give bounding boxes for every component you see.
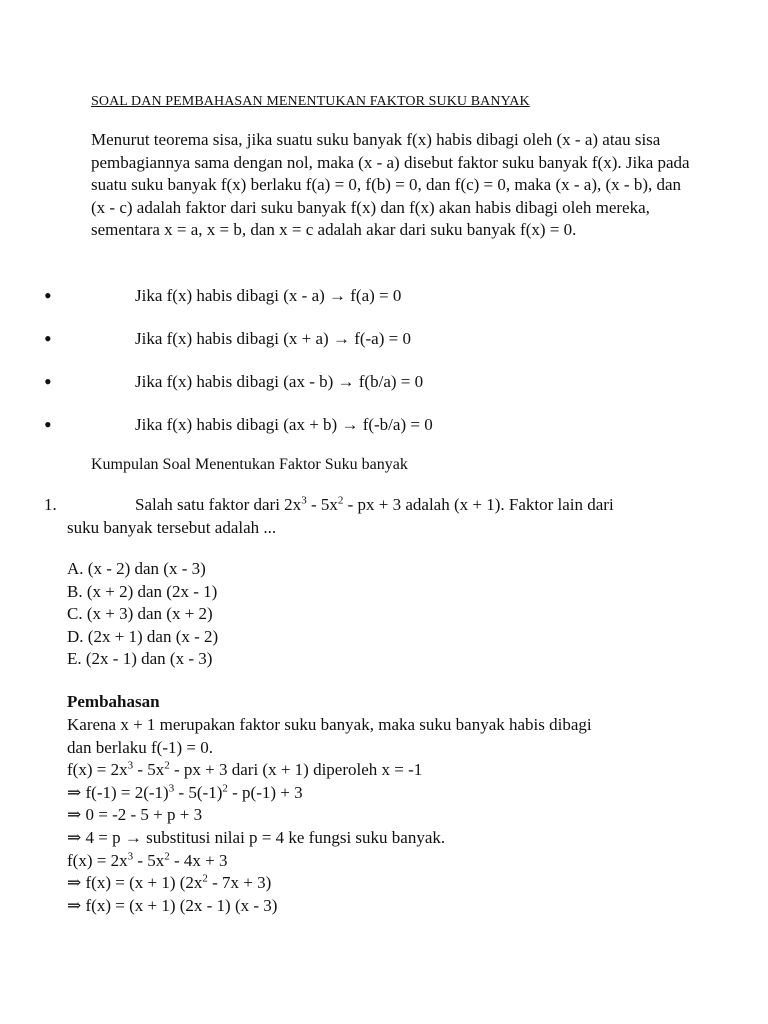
page-title: SOAL DAN PEMBAHASAN MENENTUKAN FAKTOR SUKU BANYAK bbox=[91, 94, 530, 109]
bullet-item bbox=[44, 326, 724, 353]
answer-options bbox=[67, 558, 218, 671]
answer-option-b: B. (x + 2) dan (2x - 1) bbox=[67, 581, 218, 601]
bullet-item bbox=[44, 283, 724, 310]
bullet-text: Jika f(x) habis dibagi (ax - b) → f(b/a) = 0 bbox=[135, 372, 424, 391]
solution-line: $f(x) = 2x^3 - 5x^2$ - px + 3 dari (x + 1) diperoleh x = -1 bbox=[67, 759, 423, 780]
bullet-item bbox=[44, 412, 724, 439]
solution-line: ⇒ 0 = -2 - 5 + p + 3 bbox=[67, 805, 203, 825]
answer-option-c: C. (x + 3) dan (x + 2) bbox=[67, 604, 213, 624]
solution-line: dan berlaku f(-1) = 0. bbox=[67, 737, 214, 757]
bullet-dot-icon: • bbox=[44, 369, 52, 394]
solution-line: ⇒ f(x) = (x + 1) (2x - 1) (x - 3) bbox=[67, 895, 278, 915]
solution-line: ⇒ 4 = p → substitusi nilai p = 4 ke fungsi suku banyak. bbox=[67, 827, 446, 847]
solution-body bbox=[67, 714, 592, 917]
bullet-dot-icon: • bbox=[44, 412, 52, 437]
bullet-item bbox=[44, 369, 724, 396]
question-number: 1. bbox=[44, 495, 57, 514]
bullet-text: Jika f(x) habis dibagi (x + a) → f(-a) = 0 bbox=[135, 329, 411, 348]
solution-heading: Pembahasan bbox=[67, 692, 160, 711]
bullet-dot-icon: • bbox=[44, 326, 52, 351]
question-text-line2: suku banyak tersebut adalah ... bbox=[67, 518, 277, 537]
answer-option-e: E. (2x - 1) dan (x - 3) bbox=[67, 649, 213, 669]
solution-line: Karena x + 1 merupakan faktor suku banyak, maka suku banyak habis dibagi bbox=[67, 715, 592, 734]
solution-line: $f(x) = 2x^3 - 5x^2 - 4x + 3$ bbox=[67, 849, 228, 870]
answer-option-d: D. (2x + 1) dan (x - 2) bbox=[67, 626, 219, 646]
intro-paragraph: Menurut teorema sisa, jika suatu suku banyak f(x) habis dibagi oleh (x - a) atau sisa pembagiannya sama dengan nol, maka (x - a) disebut faktor suku banyak f(x). Jika pada suatu suku banyak f(x) berlaku f(a) = 0, f(b) = 0, dan f(c) = 0, maka (x - a), (x - b), dan (x - c) adalah faktor dari suku banyak f(x) dan f(x) akan habis dibagi oleh mereka, sementara x = a, x = b, dan x = c adalah akar dari suku banyak f(x) = 0. bbox=[91, 130, 690, 240]
bullet-dot-icon: • bbox=[44, 283, 52, 308]
section-subheading: Kumpulan Soal Menentukan Faktor Suku banyak bbox=[91, 456, 408, 473]
question-text-line1: Salah satu faktor dari $2x^3 - 5x^2$ - px + 3 adalah (x + 1). Faktor lain dari bbox=[135, 494, 614, 514]
bullet-text: Jika f(x) habis dibagi (x - a) → f(a) = 0 bbox=[135, 286, 402, 305]
bullet-text: Jika f(x) habis dibagi (ax + b) → f(-b/a) = 0 bbox=[135, 415, 433, 434]
solution-line: ⇒ f(x) = (x + 1) $(2x^2 - 7x + 3)$ bbox=[67, 872, 272, 893]
answer-option-a: A. (x - 2) dan (x - 3) bbox=[67, 559, 206, 578]
solution-line: ⇒ $f(-1) = 2(-1)^3 - 5(-1)^2 - p(-1) + 3$ bbox=[67, 782, 303, 802]
